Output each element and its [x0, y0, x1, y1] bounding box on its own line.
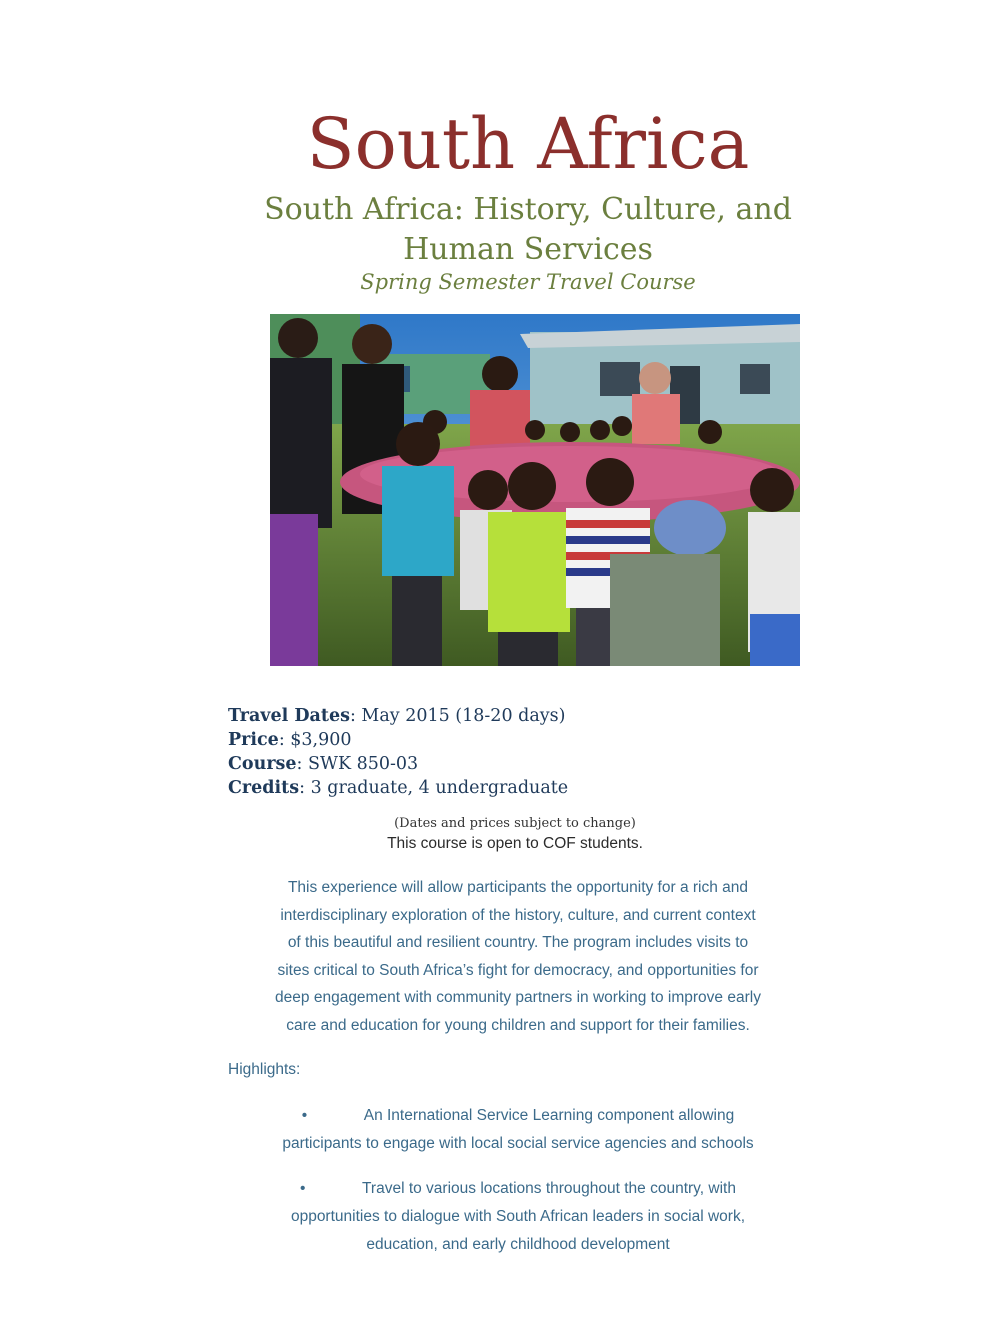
travel-dates-value: : May 2015 (18-20 days) [349, 706, 566, 726]
highlight-item [236, 1102, 800, 1158]
highlight-item-line: education, and early childhood development [366, 1236, 670, 1253]
description-line: interdisciplinary exploration of the history, culture, and current context [280, 906, 756, 924]
eligibility-note: This course is open to COF students. [387, 835, 643, 852]
group-photo [270, 314, 800, 666]
course-subtitle [0, 190, 1000, 270]
travel-dates-label: Travel Dates [228, 706, 350, 726]
highlights-heading: Highlights: [228, 1061, 301, 1078]
price-label: Price [228, 730, 279, 750]
description-line: This experience will allow participants the opportunity for a rich and [287, 879, 749, 896]
credits-label: Credits [228, 778, 300, 798]
bullet-icon: • [300, 1180, 306, 1197]
description-line: of this beautiful and resilient country. The program includes visits to [287, 934, 749, 952]
price-value: : $3,900 [278, 730, 352, 750]
highlight-text: An International Service Learning component allowing [363, 1107, 735, 1124]
credits-row [228, 776, 568, 800]
description-line: deep engagement with community partners in working to improve early [275, 989, 761, 1007]
credits-value: : 3 graduate, 4 undergraduate [299, 778, 569, 798]
price-row [228, 728, 568, 752]
page-title: South Africa [306, 103, 750, 185]
highlight-text: Travel to various locations throughout the country, with [362, 1180, 736, 1197]
course-description [222, 874, 814, 1040]
course-value: : SWK 850-03 [296, 754, 419, 774]
highlight-item-line: opportunities to dialogue with South African leaders in social work, [290, 1208, 746, 1225]
course-facts [228, 704, 568, 800]
travel-dates-row [228, 704, 568, 728]
course-subtitle-line2: Human Services [403, 232, 653, 267]
highlight-item-line: participants to engage with local social service agencies and schools [282, 1135, 754, 1152]
description-line: care and education for young children and support for their families. [286, 1016, 750, 1034]
highlight-item [236, 1175, 800, 1259]
course-label: Course [228, 754, 297, 774]
subject-to-change-note: (Dates and prices subject to change) [394, 816, 636, 831]
highlight-item-line [236, 1175, 800, 1203]
bullet-icon: • [301, 1107, 308, 1124]
course-tagline: Spring Semester Travel Course [360, 270, 696, 294]
description-line: sites critical to South Africa’s fight for democracy, and opportunities for [277, 961, 759, 979]
course-subtitle-line1: South Africa: History, Culture, and [264, 192, 792, 227]
highlight-item-line [236, 1102, 800, 1130]
group-photo-children-parachute-icon [270, 314, 800, 666]
course-row [228, 752, 568, 776]
